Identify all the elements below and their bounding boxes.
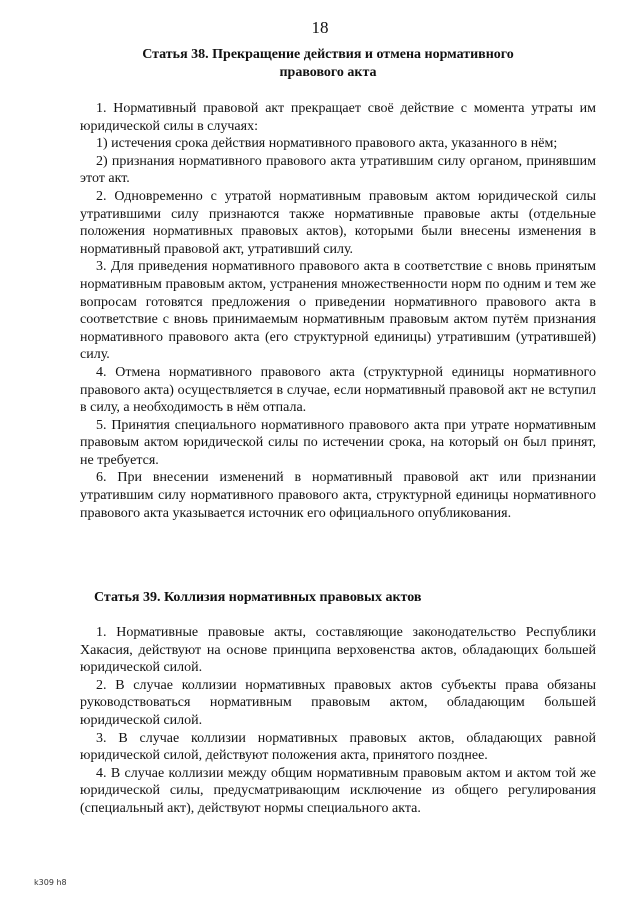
paragraph: 4. В случае коллизии между общим нормативным правовым актом и актом той же юридической силы, предусматривающим исключение из общего регулирования (специальный акт), действуют нормы специального акта. xyxy=(80,765,596,816)
paragraph: 5. Принятия специального нормативного правового акта при утрате нормативным правовым актом юридической силы по истечении срока, на который он был принят, не требуется. xyxy=(80,417,596,468)
page-number: 18 xyxy=(311,18,329,37)
article-38-title-line1: Статья 38. Прекращение действия и отмена нормативного xyxy=(142,47,514,62)
paragraph: 3. В случае коллизии нормативных правовых актов, обладающих равной юридической силой, действуют положения акта, принятого позднее. xyxy=(80,730,596,764)
footer-code: k309 h8 xyxy=(34,878,67,887)
paragraph: 2. В случае коллизии нормативных правовых актов субъекты права обязаны руководствоваться нормативным правовым актом, обладающим большей юридической силой. xyxy=(80,677,596,728)
article-38-title-line2: правового акта xyxy=(279,65,377,80)
paragraph: 6. При внесении изменений в нормативный правовой акт или признании утратившим силу нормативного правового акта, структурной единицы нормативного правового акта указывается источник его официального опубликования. xyxy=(80,470,596,521)
paragraph: 3. Для приведения нормативного правового акта в соответствие с вновь принятым нормативным правовым актом, устранения множественности норм по одним и тем же вопросам готовятся предложения о приведении нормативного правового акта в соответствие с вновь принимаемым нормативным правовым актом путём признания нормативного правового акта (его структурной единицы) утратившим (утратившей) силу. xyxy=(80,259,596,363)
paragraph: 2. Одновременно с утратой нормативным правовым актом юридической силы утратившими силу признаются также нормативные правовые акты (отдельные положения нормативных правовых актов), которыми были внесены изменения в нормативный правовой акт, утративший силу. xyxy=(80,188,596,257)
paragraph: 1. Нормативные правовые акты, составляющие законодательство Республики Хакасия, действуют на основе принципа верховенства актов, обладающих большей юридической силой. xyxy=(80,625,596,676)
article-38 xyxy=(80,46,596,522)
article-39-title: Статья 39. Коллизия нормативных правовых актов xyxy=(94,590,422,605)
paragraph: 1. Нормативный правовой акт прекращает своё действие с момента утраты им юридической силы в случаях: xyxy=(80,101,596,134)
article-38-title xyxy=(80,46,596,82)
paragraph: 4. Отмена нормативного правового акта (структурной единицы нормативного правового акта) осуществляется в случае, если нормативный правовой акт не вступил в силу, а необходимость в нём отпала. xyxy=(80,364,596,416)
article-39 xyxy=(80,589,596,818)
paragraph: 2) признания нормативного правового акта утратившим силу органом, принявшим этот акт. xyxy=(80,153,596,187)
paragraph: 1) истечения срока действия нормативного правового акта, указанного в нём; xyxy=(96,136,558,152)
